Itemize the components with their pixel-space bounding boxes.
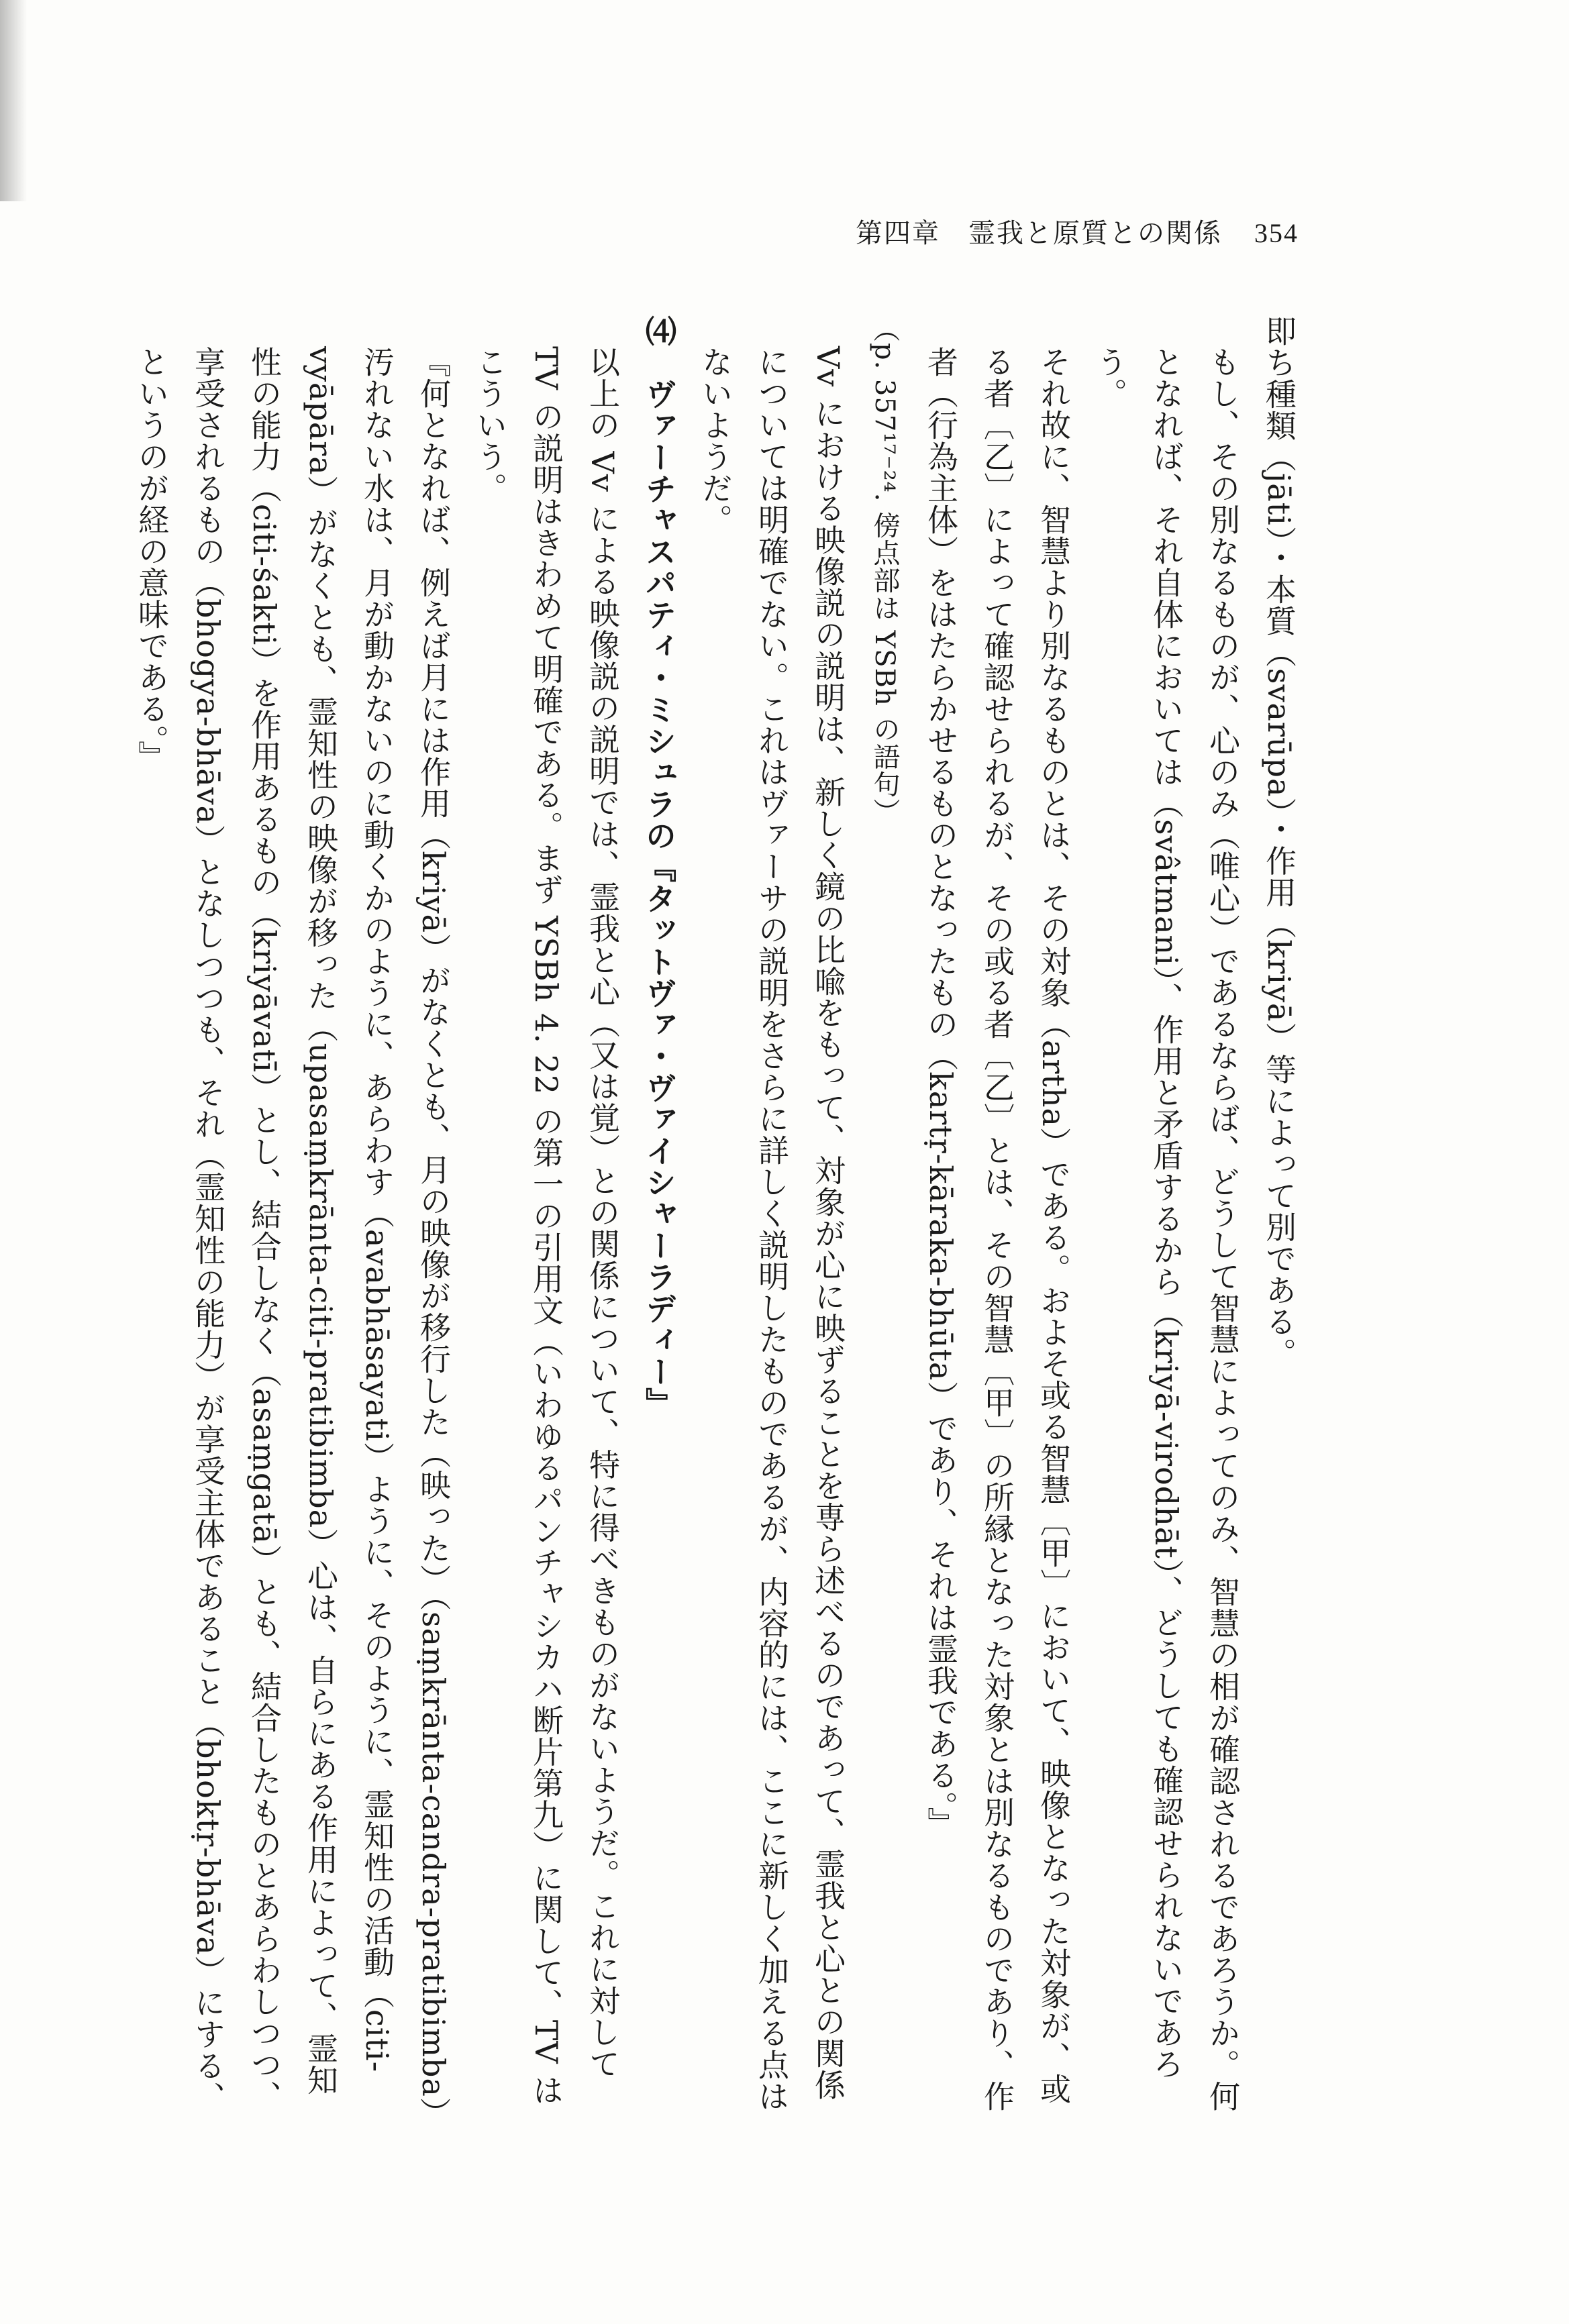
paragraph-6-quote: 『何となれば、例えば月には作用（kriyā）がなくとも、月の映像が移行した（映った）（saṃkrānta-candra-pratibimba）汚れない水は、月が動かないのに動くかのように、あらわす（avabhāsayati）ように、そのように、霊知性の活動（citi-vyāpāra）がなくとも、霊知性の映像が移った（upasaṃkrānta-citi-pratibimba）心は、自らにある作用によって、霊知性の能力（citi-śakti）を作用あるもの（kriyāvatī）とし、結合しなく（asaṃgatā）とも、結合したものとあらわしつつ、享受されるもの（bhogya-bhāva）となしつつも、それ（霊知性の能力）が享受主体であること（bhoktṛ-bhāva）にする、というのが経の意味である。』 [134,346,452,2113]
paragraph-2: もし、その別なるものが、心のみ（唯心）であるならば、どうして智慧によってのみ、智慧の相が確認されるであろうか。何となれば、それ自体においては（svâtmani）、作用と矛盾するから（kriyā-virodhāt）、どうしても確認せられないであろう。 [1092,346,1241,2112]
paragraph-5: 以上の Vv による映像説の説明では、霊我と心（又は覚）との関係について、特に得べきものがないようだ。これに対して TV の説明はきわめて明確である。まず YSBh 4. 22 の第一の引用文（いわゆるパンチャシカハ断片第九）に関して、TV はこういう。 [472,346,621,2107]
page-edge-shadow [0,0,27,201]
paragraph-3: それ故に、智慧より別なるものとは、その対象（artha）である。およそ或る智慧〔甲〕において、映像となった対象が、或る者〔乙〕によって確認せられるが、その或る者〔乙〕とは、その智慧〔甲〕の所縁となった対象とは別なるものであり、作者（行為主体）をはたらかせるものとなったもの（kartṛ-kāraka-bhūta）であり、それは霊我である。』 [923,346,1072,2112]
paragraph-1: 即ち種類（jāti）・本質（svarūpa）・作用（kriyā）等によって別である。 [1261,315,1297,1369]
chapter-title: 第四章 霊我と原質との関係 [856,218,1222,249]
citation-note: （p. 357¹⁷⁻²⁴. 傍点部は YSBh の語句） [869,315,900,826]
paragraph-4: Vv における映像説の説明は、新しく鏡の比喩をもって、対象が心に映ずることを専ら述べるのであって、霊我と心との関係については明確でない。これはヴァーサの説明をさらに詳しく説明したものであるが、内容的には、ここに新しく加える点はないようだ。 [697,346,846,2112]
running-header [856,213,1299,254]
page-number: 354 [1254,218,1299,248]
section-heading: ⑷ ヴァーチャスパティ・ミシュラの『タットヴァ・ヴァイシャーラディー』 [641,315,677,1419]
vertical-body-text [113,315,1307,2127]
